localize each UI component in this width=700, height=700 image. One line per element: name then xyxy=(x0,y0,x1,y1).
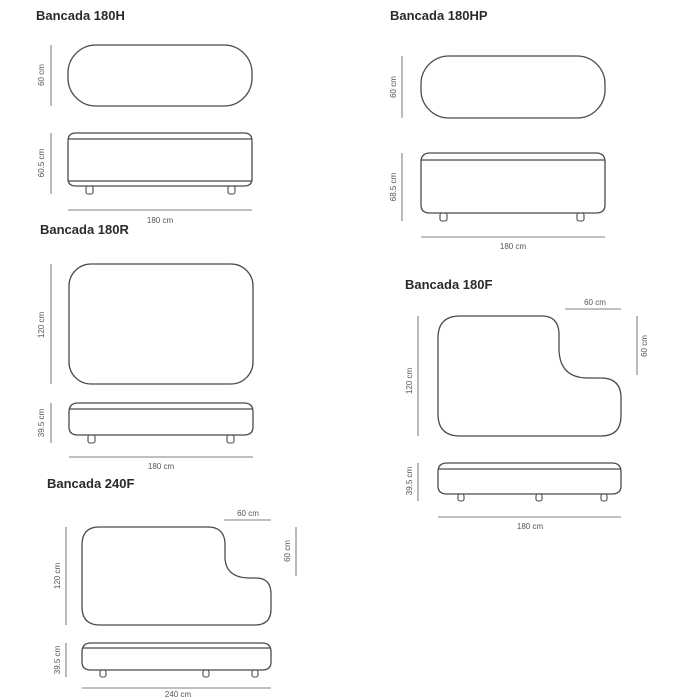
foot-180r-left xyxy=(88,435,95,443)
model-title-180h: Bancada 180H xyxy=(36,8,125,23)
side-view-180f xyxy=(438,463,621,494)
dim-label-240f-arm-depth: 60 cm xyxy=(283,540,292,562)
dim-label-180f-arm-width: 60 cm xyxy=(584,298,606,307)
dim-label-240f-width: 240 cm xyxy=(164,690,192,699)
foot-180hp-right xyxy=(577,213,584,221)
dim-label-180f-width: 180 cm xyxy=(516,522,544,531)
dim-label-180r-depth: 120 cm xyxy=(37,311,46,339)
dim-label-180f-depth: 120 cm xyxy=(405,367,414,395)
foot-240f-right xyxy=(252,670,258,677)
dim-label-240f-depth: 120 cm xyxy=(53,562,62,590)
dim-label-180r-height: 39.5 cm xyxy=(37,408,46,438)
model-180hp xyxy=(389,56,605,251)
top-view-240f xyxy=(82,527,271,625)
foot-180f-right xyxy=(601,494,607,501)
model-title-180hp: Bancada 180HP xyxy=(390,8,488,23)
dim-label-180hp-height: 68.5 cm xyxy=(389,172,398,202)
top-view-180r xyxy=(69,264,253,384)
dim-label-180r-width: 180 cm xyxy=(147,462,175,471)
side-view-240f xyxy=(82,643,271,670)
side-view-180r xyxy=(69,403,253,435)
model-title-180r: Bancada 180R xyxy=(40,222,129,237)
top-view-180f xyxy=(438,316,621,436)
dim-label-180hp-depth: 60 cm xyxy=(389,76,398,98)
side-view-180hp xyxy=(421,153,605,213)
dim-label-180f-arm-depth: 60 cm xyxy=(640,335,649,357)
dim-label-240f-arm-width: 60 cm xyxy=(237,509,259,518)
dim-label-180h-width: 180 cm xyxy=(146,216,174,225)
foot-180r-right xyxy=(227,435,234,443)
foot-180f-mid xyxy=(536,494,542,501)
model-240f xyxy=(53,509,296,699)
dim-label-180hp-width: 180 cm xyxy=(499,242,527,251)
foot-240f-left xyxy=(100,670,106,677)
foot-180h-left xyxy=(86,186,93,194)
top-view-180hp xyxy=(421,56,605,118)
model-title-240f: Bancada 240F xyxy=(47,476,135,491)
dim-label-180h-height: 60.5 cm xyxy=(37,148,46,178)
dim-label-240f-height: 39.5 cm xyxy=(53,645,62,675)
model-title-180f: Bancada 180F xyxy=(405,277,493,292)
foot-180hp-left xyxy=(440,213,447,221)
model-180f xyxy=(405,298,649,531)
foot-180h-right xyxy=(228,186,235,194)
top-view-180h xyxy=(68,45,252,106)
dim-label-180h-depth: 60 cm xyxy=(37,64,46,86)
dim-label-180f-height: 39.5 cm xyxy=(405,466,414,496)
foot-240f-mid xyxy=(203,670,209,677)
side-view-180h xyxy=(68,133,252,186)
model-180h xyxy=(37,45,252,225)
model-180r xyxy=(37,264,253,471)
foot-180f-left xyxy=(458,494,464,501)
